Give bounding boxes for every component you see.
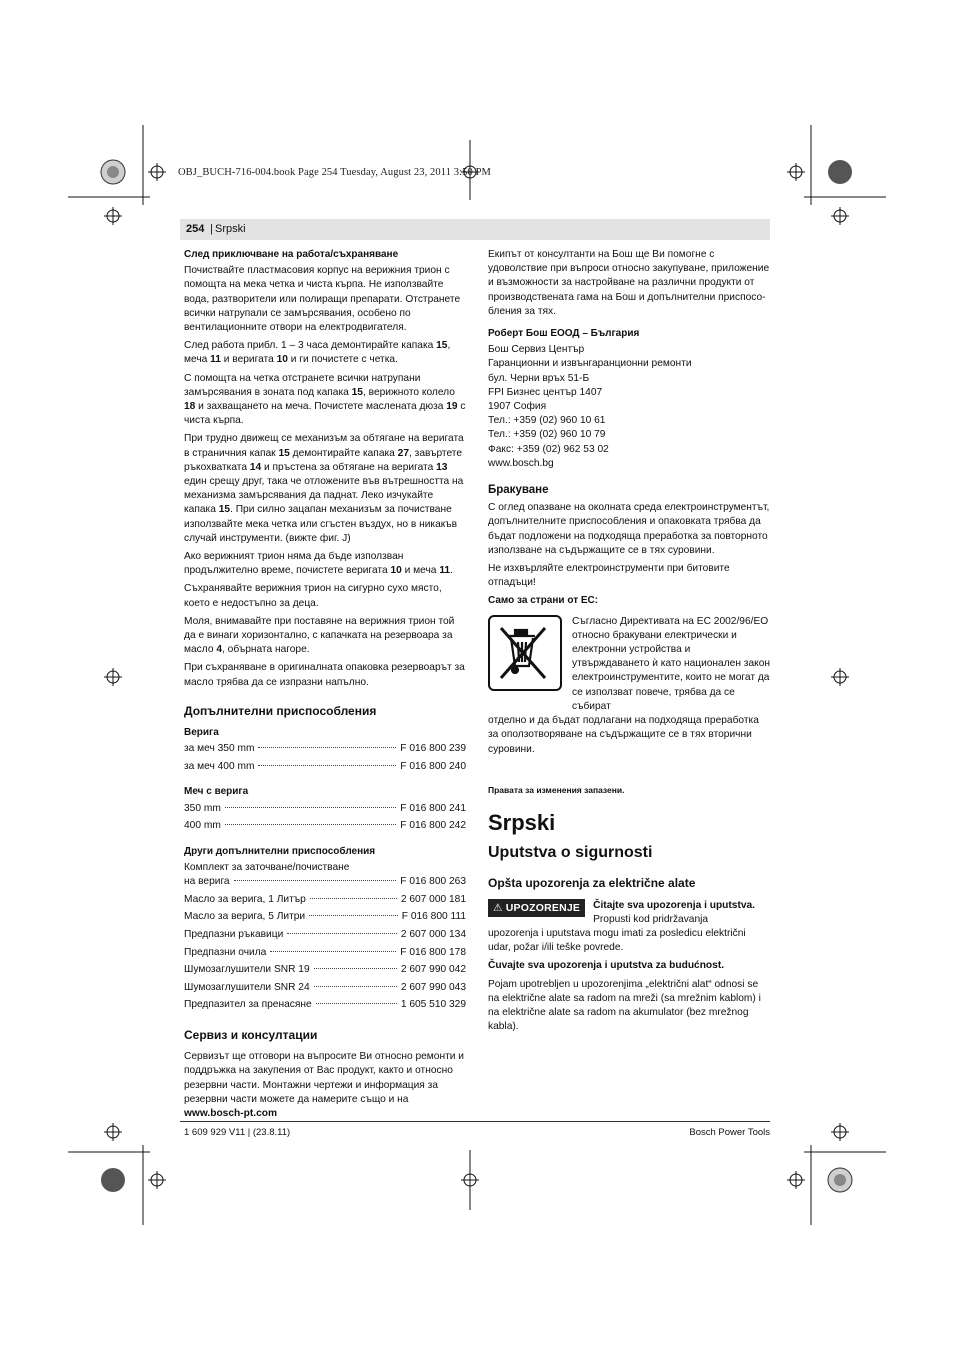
accessory-row: на верига F 016 800 263 xyxy=(184,876,466,888)
disposal-text: С оглед опазване на околната среда електроинструментът, допълнителните приспособления и опаковката трябва да бъдат подложени на подходяща преработка за повторното използване на съдържащите се в тях суровини. xyxy=(488,502,770,556)
other-accessories-title: Други допълнителни приспособления xyxy=(184,845,376,857)
service-text: Сервизът ще отговори на въпросите Ви относно ремонти и поддръжка на закупения от Вас продукт, както и относно резервни части. Монтажни чертежи и информация за резервни части можете да намерите също и на xyxy=(184,1051,464,1105)
care-paragraph-5: Ако верижният трион няма да бъде използван продължително време, почистете веригата 10 и меча 11. xyxy=(184,551,453,577)
address-line: Бош Сервиз Център xyxy=(488,344,585,356)
doc-code: 1 609 929 V11 | (23.8.11) xyxy=(184,1127,291,1138)
warning-bold: Čitajte sva upozorenja i uputstva. xyxy=(593,899,756,911)
kit-label-line: Комплект за заточване/почистване xyxy=(184,862,350,874)
fax-line: Факс: +359 (02) 962 53 02 xyxy=(488,443,609,455)
rights-note: Правата за изменения запазени. xyxy=(488,784,625,795)
accessory-row: Масло за верига, 1 Литър 2 607 000 181 xyxy=(184,893,466,905)
address-line: Гаранционни и извънгаранционни ремонти xyxy=(488,358,692,370)
address-line: FPI Бизнес център 1407 xyxy=(488,386,603,398)
company-title: Роберт Бош ЕООД – България xyxy=(488,328,640,340)
general-warnings-title: Opšta upozorenja za električne alate xyxy=(488,876,696,891)
accessories-title: Допълнителни приспособления xyxy=(184,703,377,718)
right-column xyxy=(488,248,770,1033)
website-link[interactable]: www.bosch.bg xyxy=(488,457,554,469)
footer-brand: Bosch Power Tools xyxy=(689,1127,770,1138)
warning-side-text: Propusti kod pridržavanja xyxy=(593,913,709,925)
care-paragraph-8: При съхраняване в оригиналната опаковка резервоарът за масло трябва да се изпразни напълно. xyxy=(184,662,465,688)
care-paragraph-7: Моля, внимавайте при поставяне на верижния трион той да е винаги хоризонтално, с капачката на резервоара за масло 4, обърната нагоре. xyxy=(184,615,455,656)
weee-block xyxy=(488,615,770,714)
bar-title: Меч с верига xyxy=(184,786,249,798)
page-number: 254 xyxy=(186,223,205,235)
crossed-bin-icon xyxy=(488,615,562,691)
left-column xyxy=(184,248,466,1121)
service-title: Сервиз и консултации xyxy=(184,1028,318,1043)
accessory-row: 400 mm F 016 800 242 xyxy=(184,820,466,832)
eu-directive-text: Съгласно Директивата на ЕС 2002/96/ЕО относно бракувани електрически и електронни устройства и утвърждаването ѝ като национален закон електроинструментите, които не могат да се използват повече, трябва да се събират xyxy=(572,615,770,712)
footer-rule xyxy=(180,1121,770,1122)
care-paragraph-4: При трудно движещ се механизъм за обтягане на веригата в страничния капак 15 демонтирайте капака 27, завъртете ръкохватката 14 и пръстена за обтягане на веригата 13 един срещу друг, така че отложените във вътрешността на механизма замърсявания да паднат. Леко изчукайте капака 15. При силно зацапан механизъм за почистване използвайте мека четка или сгъстен въздух, но в никакъв случай инструменти. (вижте фиг. J) xyxy=(184,433,464,544)
care-paragraph-2: След работа прибл. 1 – 3 часа демонтирайте капака 15, меча 11 и веригата 10 и ги почистете с четка. xyxy=(184,340,451,366)
page-header xyxy=(180,219,770,240)
eu-directive-text-cont: отделно и да бъдат подлагани на подходяща преработка за оползотворяване на съдържащите се в тях вторични суровини. xyxy=(488,715,759,755)
phone-line: Тел.: +359 (02) 960 10 61 xyxy=(488,415,606,427)
eu-title: Само за страни от ЕС: xyxy=(488,595,599,607)
keep-instructions: Čuvajte sva upozorenja i uputstva za budućnost. xyxy=(488,960,725,972)
power-tool-term: Pojam upotrebljen u upozorenjima „električni alat“ odnosi se na električne alate sa radom na mreži (sa mrežnim kablom) i na električne alate sa radom na akumulator (bez mrežnog kabla). xyxy=(488,978,761,1033)
chain-title: Верига xyxy=(184,727,219,739)
header-language: Srpski xyxy=(215,223,246,235)
accessory-row: Шумозаглушители SNR 19 2 607 990 042 xyxy=(184,964,466,976)
srpski-title: Srpski xyxy=(488,810,556,835)
accessory-row: за меч 400 mm F 016 800 240 xyxy=(184,760,466,772)
service-url[interactable]: www.bosch-pt.com xyxy=(184,1108,278,1120)
care-paragraph-3: С помощта на четка отстранете всички натрупани замърсявания в зоната под капака 15, верижното колело 18 и захващането на меча. Почистете маслената дюза 19 с чиста кърпа. xyxy=(184,372,466,427)
warning-badge: ⚠ UPOZORENJE xyxy=(488,899,585,917)
warning-triangle-icon: ⚠ xyxy=(493,901,503,914)
accessory-row: за меч 350 mm F 016 800 239 xyxy=(184,743,466,755)
warning-text: upozorenja i uputstava mogu imati za posledicu električni udar, požar i/ili teške povrede. xyxy=(488,928,746,954)
safety-title: Uputstva o sigurnosti xyxy=(488,844,653,862)
srpski-section xyxy=(488,810,770,1038)
address-line: 1907 София xyxy=(488,401,547,413)
accessory-row: Масло за верига, 5 Литри F 016 800 111 xyxy=(184,911,466,923)
after-work-title: След приключване на работа/съхраняване xyxy=(184,249,399,260)
accessory-row: 350 mm F 016 800 241 xyxy=(184,802,466,814)
disposal-title: Бракуване xyxy=(488,484,549,497)
accessory-row: Предпазни очила F 016 800 178 xyxy=(184,946,466,958)
address-line: бул. Черни връх 51-Б xyxy=(488,372,590,384)
file-info: OBJ_BUCH-716-004.book Page 254 Tuesday, August 23, 2011 3:50 PM xyxy=(178,167,491,178)
header-separator: | xyxy=(210,223,213,235)
warning-block xyxy=(488,899,770,927)
consultants-text: Екипът от консултанти на Бош ще Ви помогне с удоволствие при въпроси относно закупуване, приложение и възможности за настройване на различни продукти от производствената гама на Бош и допълнителни приспосо-бления за тях. xyxy=(488,249,770,317)
accessory-row: Предпазител за пренасяне 1 605 510 329 xyxy=(184,999,466,1011)
phone-line: Тел.: +359 (02) 960 10 79 xyxy=(488,429,606,441)
accessory-row: Шумозаглушители SNR 24 2 607 990 043 xyxy=(184,981,466,993)
accessory-row: Предпазни ръкавици 2 607 000 134 xyxy=(184,929,466,941)
disposal-note: Не изхвърляйте електроинструменти при битовите отпадъци! xyxy=(488,563,730,589)
care-paragraph-6: Съхранявайте верижния трион на сигурно сухо място, което е недостъпно за деца. xyxy=(184,583,442,609)
care-paragraph-1: Почиствайте пластмасовия корпус на верижния трион с помощта на мека четка и чиста кърпа. Не използвайте вода, разтворители или полиращи препарати. Отстранете всички натрупали се замърсявания, особено по вентилационните отвори на електродвигателя. xyxy=(184,265,461,334)
